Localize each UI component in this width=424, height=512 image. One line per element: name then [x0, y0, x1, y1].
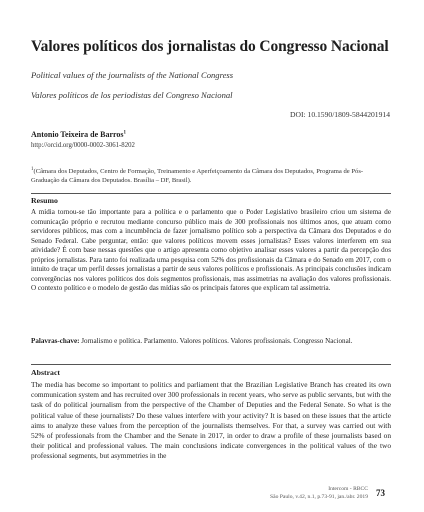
keywords-text: Jornalismo e política. Parlamento. Valores políticos. Valores profissionais. Congresso Nacional.	[81, 337, 353, 345]
footer-citation	[220, 486, 368, 502]
doi[interactable]: DOI: 10.1590/1809-5844201914	[290, 110, 390, 119]
section-divider	[31, 364, 391, 365]
article-title: Valores políticos dos jornalistas do Congresso Nacional	[31, 38, 389, 55]
author-name	[31, 130, 126, 139]
footer-journal-name: Intercom - RBCC	[328, 486, 368, 492]
author-footnote-mark: 1	[123, 130, 127, 136]
resumo-body: A mídia tornou-se tão importante para a política e o parlamento que o Poder Legislativo brasileiro criou um sistema de comunicação próprio e recrutou mediante concurso público mais de 300 profissionais nos últimos anos, que atuam como servidores públicos, mas com a incumbência de fazer jornalismo político sob a perspectiva da Câmara dos Deputados e do Senado Federal. Cabe perguntar, então: que valores políticos movem esses jornalistas? Esses valores interferem em sua atividade? É com base nessas questões que o artigo apresenta como objetivo analisar esses valores a partir da percepção dos próprios jornalistas. Para tanto foi realizada uma pesquisa com 52% dos profissionais da Câmara e do Senado em 2017, com o intuito de traçar um perfil desses jornalistas a partir de seus valores políticos e profissionais. As principais conclusões indicam convergências nos valores políticos dos dois segmentos profissionais, mas assimetrias na avaliação dos valores profissionais. O contexto político e o modelo de gestão das mídias são os principais fatores que explicam tal assimetria.	[31, 208, 391, 293]
affiliation-footnote-mark: 1	[31, 167, 34, 172]
orcid-link[interactable]: http://orcid.org/0000-0002-3061-8202	[31, 142, 135, 149]
keywords	[31, 337, 391, 347]
page-number: 73	[376, 488, 385, 498]
abstract-body: The media has become so important to politics and parliament that the Brazilian Legislative Branch has created its own communication system and has recruited over 300 professionals in recent years, who serve as public servants, but with the task of do political journalism from the perspective of the Chamber of Deputies and the Federal Senate. So what is the political value of these journalists? Do these values interfere with your activity? It is based on these issues that the article aims to analyze these values from the perception of the journalists themselves. For that, a survey was carried out with 52% of professionals from the Chamber and the Senate in 2017, in order to draw a profile of these journalists based on their political and professional values. The main conclusions indicate convergences in the political values of the two professional segments, but asymmetries in the	[31, 380, 391, 461]
keywords-label: Palavras-chave:	[31, 337, 80, 345]
abstract-heading: Abstract	[31, 368, 61, 377]
author-affiliation	[31, 165, 371, 186]
section-divider	[31, 193, 391, 194]
affiliation-text: (Câmara dos Deputados, Centro de Formação, Treinamento e Aperfeiçoamento da Câmara dos Deputados, Programa de Pós-Graduação da Câmara dos Deputados. Brasília – DF, Brasil).	[31, 168, 364, 185]
title-spanish: Valores políticos de los periodistas del Congreso Nacional	[31, 90, 233, 100]
author-name-text: Antonio Teixeira de Barros	[31, 130, 124, 139]
title-english: Political values of the journalists of the National Congress	[31, 70, 234, 80]
footer-issue: São Paulo, v.42, n.1, p.73-91, jan./abr. 2019	[270, 493, 368, 500]
resumo-heading: Resumo	[31, 196, 58, 205]
